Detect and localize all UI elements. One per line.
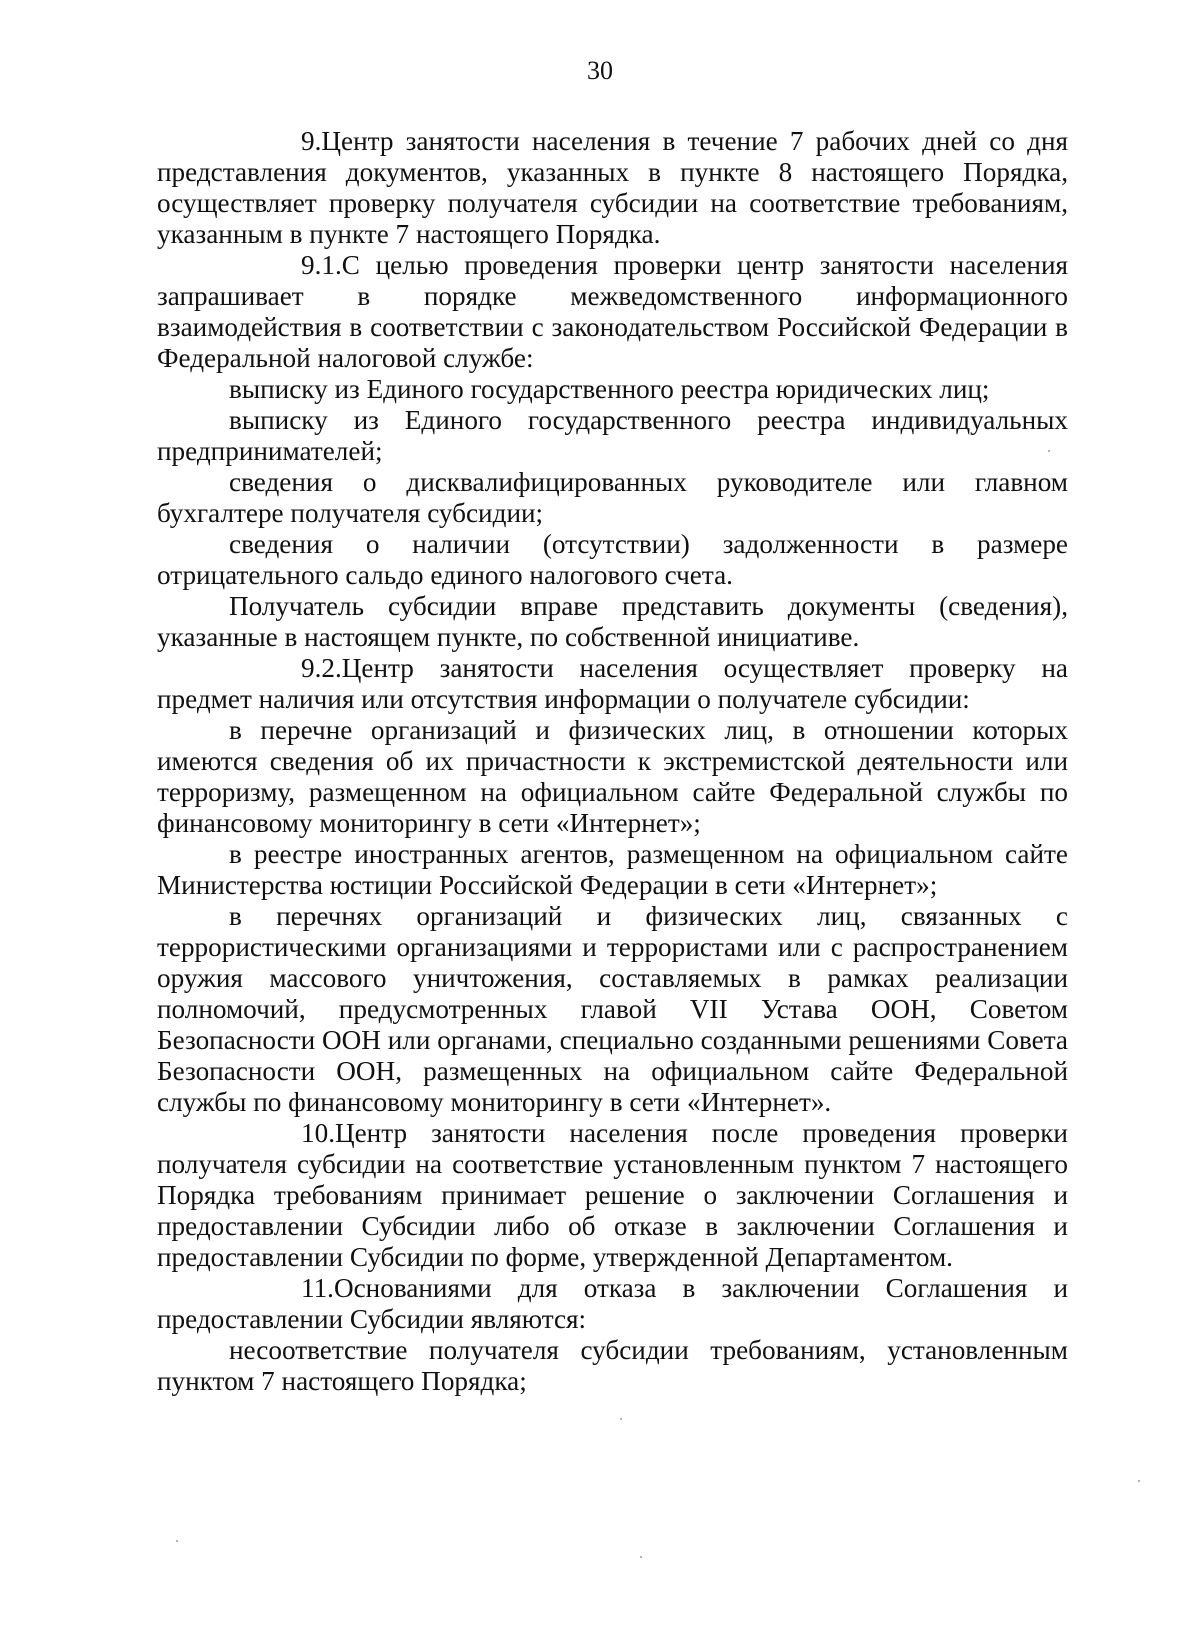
page-number: 30 <box>587 56 613 85</box>
scan-speck <box>620 1418 622 1420</box>
paragraph-text: сведения о наличии (отсутствии) задолженности в размере отрицательного сальдо единого налогового счета. <box>157 529 1068 590</box>
paragraph-text: несоответствие получателя субсидии требованиям, установленным пунктом 7 настоящего Порядка; <box>157 1335 1068 1396</box>
list-item <box>157 405 1068 467</box>
paragraph-number: 11. <box>301 1273 334 1303</box>
scan-speck <box>640 1556 642 1558</box>
scan-speck <box>1138 1480 1140 1482</box>
paragraph-text: Центр занятости населения в течение 7 рабочих дней со дня представления документов, указанных в пункте 8 настоящего Порядка, осуществляет проверку получателя субсидии на соответствие требованиям, указанным в пункте 7 настоящего Порядка. <box>157 126 1068 249</box>
paragraph-number: 9.2. <box>301 653 342 683</box>
document-body <box>157 126 1068 1397</box>
paragraph-text: в перечне организаций и физических лиц, в отношении которых имеются сведения об их причастности к экстремистской деятельности или терроризму, размещенном на официальном сайте Федеральной службы по финансовому мониторингу в сети «Интернет»; <box>157 715 1068 838</box>
paragraph-text: Основаниями для отказа в заключении Соглашения и предоставлении Субсидии являются: <box>157 1273 1068 1334</box>
list-item <box>157 715 1068 839</box>
list-item <box>157 467 1068 529</box>
paragraph-number: 9.1. <box>301 250 342 280</box>
paragraph-text: выписку из Единого государственного реестра юридических лиц; <box>229 374 990 404</box>
paragraph-10 <box>157 1118 1068 1273</box>
paragraph-text: сведения о дисквалифицированных руководителе или главном бухгалтере получателя субсидии; <box>157 467 1068 528</box>
paragraph-text: выписку из Единого государственного реестра индивидуальных предпринимателей; <box>157 405 1068 466</box>
paragraph-number: 9. <box>301 126 322 156</box>
paragraph-text: в перечнях организаций и физических лиц, связанных с террористическими организациями и террористами или с распространением оружия массового уничтожения, составляемых в рамках реализации полномочий, предусмотренных главой VII Устава ООН, Советом Безопасности ООН или органами, специально созданными решениями Совета Безопасности ООН, размещенных на официальном сайте Федеральной службы по финансовому мониторингу в сети «Интернет». <box>157 901 1068 1117</box>
paragraph-9-2 <box>157 653 1068 715</box>
paragraph-9-1 <box>157 250 1068 374</box>
list-item <box>157 901 1068 1118</box>
paragraph-text: Центр занятости населения осуществляет проверку на предмет наличия или отсутствия информации о получателе субсидии: <box>157 653 1068 714</box>
paragraph-text: Центр занятости населения после проведения проверки получателя субсидии на соответствие установленным пунктом 7 настоящего Порядка требованиям принимает решение о заключении Соглашения и предоставлении Субсидии либо об отказе в заключении Соглашения и предоставлении Субсидии по форме, утвержденной Департаментом. <box>157 1118 1068 1272</box>
paragraph <box>157 591 1068 653</box>
paragraph-text: в реестре иностранных агентов, размещенном на официальном сайте Министерства юстиции Российской Федерации в сети «Интернет»; <box>157 839 1068 900</box>
list-item <box>157 529 1068 591</box>
paragraph-text: С целью проведения проверки центр занятости населения запрашивает в порядке межведомственного информационного взаимодействия в соответствии с законодательством Российской Федерации в Федеральной налоговой службе: <box>157 250 1068 373</box>
scan-speck <box>1048 450 1050 452</box>
list-item <box>157 1335 1068 1397</box>
list-item <box>157 839 1068 901</box>
scan-speck <box>176 1540 178 1542</box>
list-item <box>157 374 1068 405</box>
paragraph-11 <box>157 1273 1068 1335</box>
paragraph-text: Получатель субсидии вправе представить документы (сведения), указанные в настоящем пункте, по собственной инициативе. <box>157 591 1068 652</box>
paragraph-9 <box>157 126 1068 250</box>
paragraph-number: 10. <box>301 1118 335 1148</box>
